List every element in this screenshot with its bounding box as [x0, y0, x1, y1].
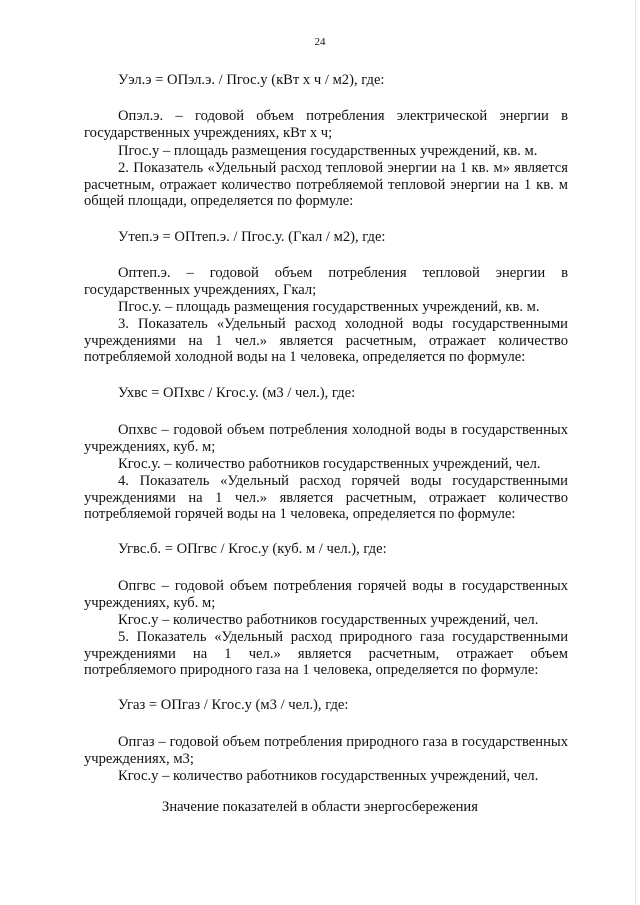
definition-area: Пгос.у – площадь размещения государственных учреждений, кв. м. — [118, 143, 538, 159]
definition-employees: Кгос.у. – количество работников государственных учреждений, чел. — [118, 456, 541, 472]
definition-area-2: Пгос.у. – площадь размещения государственных учреждений, кв. м. — [118, 299, 540, 315]
section-heading: Значение показателей в области энергосбережения — [162, 799, 478, 815]
definition-cold-water-consumption: Опхвс – годовой объем потребления холодной воды в государственных учреждениях, куб. м; — [84, 422, 568, 455]
definition-employees-2: Кгос.у – количество работников государственных учреждений, чел. — [118, 612, 539, 628]
paragraph-gas-indicator: 5. Показатель «Удельный расход природного газа государственными учреждениями на 1 чел.» является расчетным, отражает объем потребляемого природного газа на 1 человека, определяется по формуле: — [84, 629, 568, 679]
definition-heat-consumption: Оптеп.э. – годовой объем потребления тепловой энергии в государственных учреждениях, Гкал; — [84, 265, 568, 298]
formula-hot-water: Угвс.б. = ОПгвс / Кгос.у (куб. м / чел.), где: — [118, 541, 387, 557]
formula-electricity: Уэл.э = ОПэл.э. / Пгос.у (кВт х ч / м2), где: — [118, 72, 385, 88]
page-number: 24 — [314, 36, 326, 48]
definition-employees-3: Кгос.у – количество работников государственных учреждений, чел. — [118, 768, 539, 784]
scan-edge — [635, 0, 636, 905]
formula-gas: Угаз = ОПгаз / Кгос.у (м3 / чел.), где: — [118, 697, 349, 713]
definition-electricity-consumption: Опэл.э. – годовой объем потребления электрической энергии в государственных учреждениях, кВт х ч; — [84, 108, 568, 141]
paragraph-hot-water-indicator: 4. Показатель «Удельный расход горячей воды государственными учреждениями на 1 чел.» является расчетным, отражает количество потребляемой горячей воды на 1 человека, определяется по формуле: — [84, 473, 568, 523]
paragraph-heat-indicator: 2. Показатель «Удельный расход тепловой энергии на 1 кв. м» является расчетным, отражает количество потребляемой тепловой энергии на 1 кв. м общей площади, определяется по формуле: — [84, 160, 568, 210]
definition-hot-water-consumption: Опгвс – годовой объем потребления горячей воды в государственных учреждениях, куб. м; — [84, 578, 568, 611]
formula-heat: Утеп.э = ОПтеп.э. / Пгос.у. (Гкал / м2), где: — [118, 229, 386, 245]
paragraph-cold-water-indicator: 3. Показатель «Удельный расход холодной воды государственными учреждениями на 1 чел.» является расчетным, отражает количество потребляемой холодной воды на 1 человека, определяется по формуле: — [84, 316, 568, 366]
formula-cold-water: Ухвс = ОПхвс / Кгос.у. (м3 / чел.), где: — [118, 385, 356, 401]
definition-gas-consumption: Опгаз – годовой объем потребления природного газа в государственных учреждениях, м3; — [84, 734, 568, 767]
